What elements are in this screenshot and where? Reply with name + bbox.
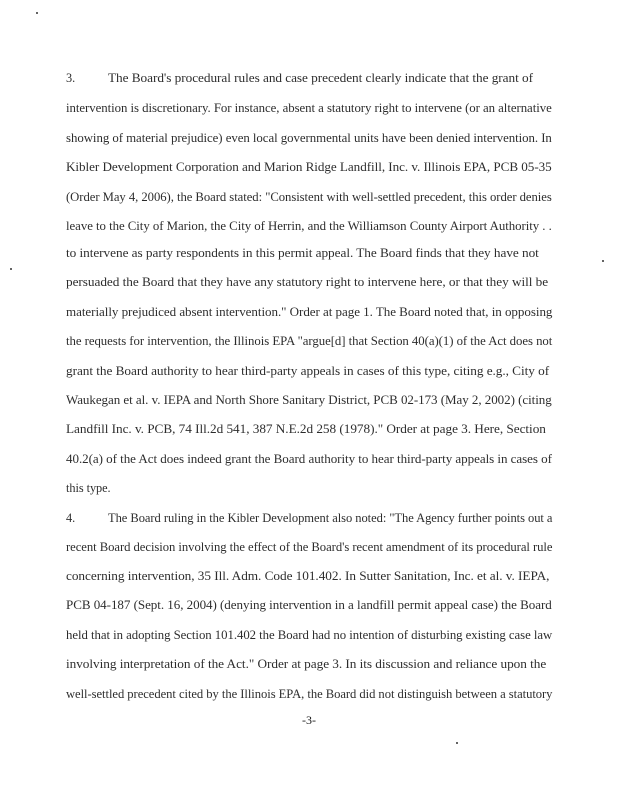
paragraph-line: PCB 04-187 (Sept. 16, 2004) (denying intervention in a landfill permit appeal case) the Board [66, 598, 552, 612]
paragraph-line: showing of material prejudice) even local governmental units have been denied intervention. In [66, 131, 552, 145]
paragraph-line: involving interpretation of the Act." Order at page 3. In its discussion and reliance upon the [66, 657, 547, 671]
paragraph-line: the requests for intervention, the Illinois EPA "argue[d] that Section 40(a)(1) of the Act does not [66, 334, 553, 348]
page-number: -3- [302, 713, 316, 727]
paragraph-line: leave to the City of Marion, the City of Herrin, and the Williamson County Airport Authority . . [66, 219, 552, 233]
paragraph-line: grant the Board authority to hear third-party appeals in cases of this type, citing e.g., City of [66, 364, 550, 378]
paragraph-line: materially prejudiced absent intervention." Order at page 1. The Board noted that, in opposing [66, 305, 553, 319]
paragraph-line: Waukegan et al. v. IEPA and North Shore Sanitary District, PCB 02-173 (May 2, 2002) (citing [66, 393, 552, 407]
paragraph-line: concerning intervention, 35 Ill. Adm. Code 101.402. In Sutter Sanitation, Inc. et al. v. IEPA, [66, 569, 550, 583]
scan-speck [456, 742, 458, 744]
paragraph-line: Landfill Inc. v. PCB, 74 Ill.2d 541, 387 N.E.2d 258 (1978)." Order at page 3. Here, Section [66, 422, 546, 436]
scan-speck [10, 268, 12, 270]
paragraph-line: (Order May 4, 2006), the Board stated: "Consistent with well-settled precedent, this order denies [66, 190, 552, 204]
paragraph-line: Kibler Development Corporation and Marion Ridge Landfill, Inc. v. Illinois EPA, PCB 05-35 [66, 160, 552, 174]
paragraph-line: intervention is discretionary. For instance, absent a statutory right to intervene (or an alternative [66, 101, 552, 115]
scan-speck [602, 260, 604, 262]
paragraph-number: 3. [66, 71, 76, 85]
paragraph-line: 40.2(a) of the Act does indeed grant the Board authority to hear third-party appeals in cases of [66, 452, 552, 466]
paragraph-line: to intervene as party respondents in this permit appeal. The Board finds that they have not [66, 246, 539, 260]
paragraph-line: recent Board decision involving the effect of the Board's recent amendment of its procedural rule [66, 540, 553, 554]
paragraph-line: well-settled precedent cited by the Illinois EPA, the Board did not distinguish between a statutory [66, 687, 553, 701]
paragraph-line: held that in adopting Section 101.402 the Board had no intention of disturbing existing case law [66, 628, 553, 642]
paragraph-line: this type. [66, 481, 111, 495]
scan-speck [36, 12, 38, 14]
paragraph-number: 4. [66, 511, 76, 525]
paragraph-line: The Board's procedural rules and case precedent clearly indicate that the grant of [108, 71, 533, 85]
paragraph-line: persuaded the Board that they have any statutory right to intervene here, or that they will be [66, 275, 549, 289]
paragraph-line: The Board ruling in the Kibler Development also noted: "The Agency further points out a [108, 511, 553, 525]
